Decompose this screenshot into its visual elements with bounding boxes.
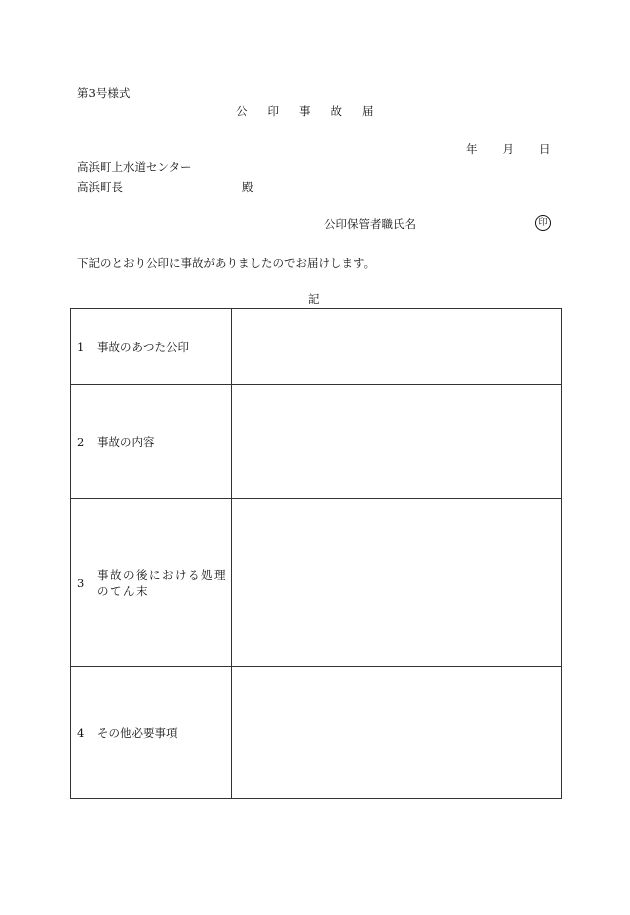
document-title (236, 103, 394, 119)
seal-keeper-label: 公印保管者職氏名 (324, 217, 416, 231)
item-label: その他必要事項 (97, 725, 178, 740)
recipient-honorific: 殿 (242, 180, 254, 194)
form-number: 第3号様式 (77, 86, 131, 100)
intro-statement: 下記のとおり公印に事故がありましたのでお届けします。 (77, 256, 376, 270)
seal-mark: 印 (535, 215, 551, 231)
date-month: 月 (502, 142, 514, 156)
item-label: 事故のあつた公印 (97, 339, 189, 354)
table-row (71, 385, 562, 499)
incident-details-field[interactable] (232, 385, 562, 499)
item-label: 事故の内容 (97, 434, 155, 449)
item-label-cell (71, 385, 232, 499)
date-year: 年 (466, 142, 478, 156)
item-number: 4 (77, 725, 85, 740)
incident-table (70, 308, 562, 799)
item-label-cell (71, 309, 232, 385)
item-number: 2 (77, 434, 85, 449)
affected-seal-field[interactable] (232, 309, 562, 385)
title-char: 届 (362, 104, 374, 118)
recipient-organization: 高浜町上水道センター (77, 160, 192, 174)
other-matters-field[interactable] (232, 667, 562, 799)
item-number: 3 (77, 575, 85, 590)
title-char: 故 (330, 104, 342, 118)
title-char: 印 (267, 104, 279, 118)
recipient-title: 高浜町長 (77, 180, 123, 194)
item-label: 事故の後における処理のてん末 (97, 567, 227, 598)
aftermath-handling-field[interactable] (232, 499, 562, 667)
item-label-cell (71, 499, 232, 667)
table-row (71, 499, 562, 667)
item-label-cell (71, 667, 232, 799)
ki-heading: 記 (308, 292, 320, 306)
title-char: 公 (236, 104, 248, 118)
item-number: 1 (77, 339, 85, 354)
title-char: 事 (299, 104, 311, 118)
date-day: 日 (539, 142, 551, 156)
table-row (71, 309, 562, 385)
table-row (71, 667, 562, 799)
date-line (466, 141, 551, 157)
